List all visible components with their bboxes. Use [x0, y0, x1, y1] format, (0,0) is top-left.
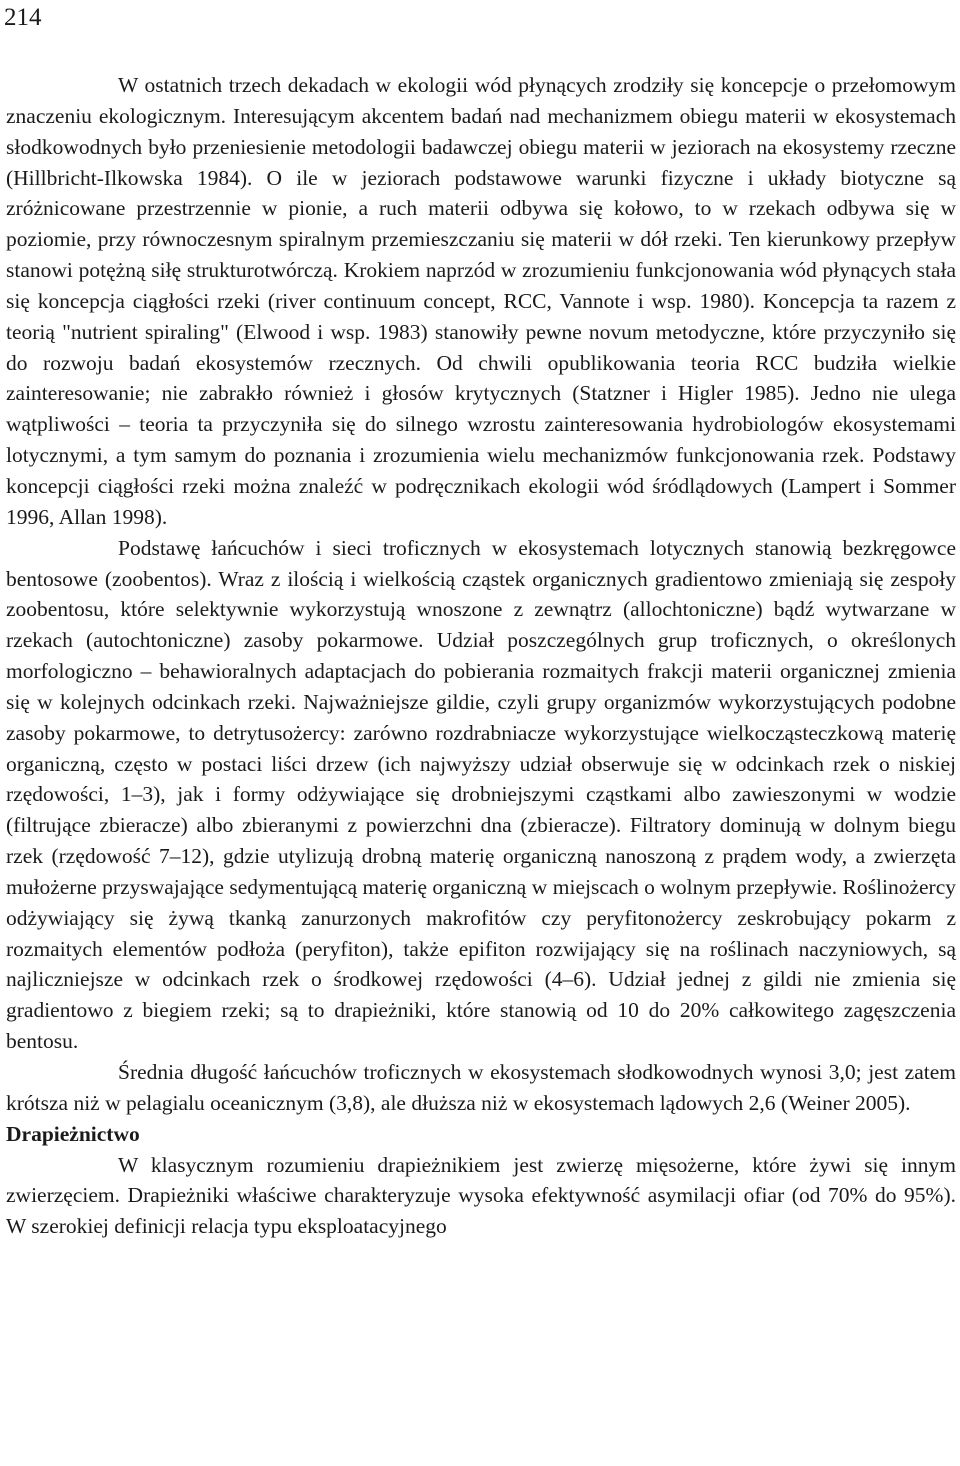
paragraph-predation: W klasycznym rozumieniu drapieżnikiem jest zwierzę mięsożerne, które żywi się innym zwierzęciem. Drapieżniki właściwe charakteryzuje wysoka efektywność asymilacji ofiar (od 70% do 95%). W szerokiej definicji relacja typu eksploatacyjnego: [6, 1152, 956, 1239]
section-heading: Drapieżnictwo: [6, 1121, 140, 1146]
page-number: 214: [4, 4, 42, 31]
paragraph-river-continuum: W ostatnich trzech dekadach w ekologii wód płynących zrodziły się koncepcje o przełomowym znaczeniu ekologicznym. Interesującym akcentem badań nad mechanizmem obiegu materii w ekosystemach słodkowodnych było przeniesienie metodologii badawczej obiegu materii w jeziorach na ekosystemy rzeczne (Hillbricht-Ilkowska 1984). O ile w jeziorach podstawowe warunki fizyczne i układy biotyczne są zróżnicowane przestrzennie w pionie, a ruch materii odbywa się kołowo, to w rzekach odbywa się w poziomie, przy równoczesnym spiralnym przemieszczaniu się materii w dół rzeki. Ten kierunkowy przepływ stanowi potężną siłę strukturotwórczą. Krokiem naprzód w zrozumieniu funkcjonowania wód płynących stała się koncepcja ciągłości rzeki (river continuum concept, RCC, Vannote i wsp. 1980). Koncepcja ta razem z teorią "nutrient spiraling" (Elwood i wsp. 1983) stanowiły pewne novum metodyczne, które przyczyniło się do rozwoju badań ekosystemów rzecznych. Od chwili opublikowania teoria RCC budziła wielkie zainteresowanie; nie zabrakło również i głosów krytycznych (Statzner i Higler 1985). Jedno nie ulega wątpliwości – teoria ta przyczyniła się do silnego wzrostu zainteresowania hydrobiologów ekosystemami lotycznymi, a tym samym do poznania i zrozumienia wielu mechanizmów funkcjonowania rzek. Podstawy koncepcji ciągłości rzeki można znaleźć w podręcznikach ekologii wód śródlądowych (Lampert i Sommer 1996, Allan 1998).: [6, 73, 956, 529]
paragraph-benthic-invertebrates: Podstawę łańcuchów i sieci troficznych w ekosystemach lotycznych stanowią bezkręgowce bentosowe (zoobentos). Wraz z ilością i wielkością cząstek organicznych gradientowo zmieniają się zespoły zoobentosu, które selektywnie wykorzystują wnoszone z zewnątrz (allochtoniczne) bądź wytwarzane w rzekach (autochtoniczne) zasoby pokarmowe. Udział poszczególnych grup troficznych, o określonych morfologiczno – behawioralnych adaptacjach do pobierania rozmaitych frakcji materii organicznej zmienia się w kolejnych odcinkach rzeki. Najważniejsze gildie, czyli grupy organizmów wykorzystujących podobne zasoby pokarmowe, to detrytusożercy: zarówno rozdrabniacze wykorzystujące wielkocząsteczkową materię organiczną, często w postaci liści drzew (ich najwyższy udział obserwuje się w odcinkach rzek o niskiej rzędowości, 1–3), jak i formy odżywiające się drobniejszymi cząstkami albo zawieszonymi w wodzie (filtrujące zbieracze) albo zbieranymi z powierzchni dna (zbieracze). Filtratory dominują w dolnym biegu rzek (rzędowość 7–12), gdzie utylizują drobną materię organiczną nanoszoną z prądem wody, a zwierzęta mułożerne przyswajające sedymentującą materię organiczną w miejscach o wolnym przepływie. Roślinożercy odżywiający się żywą tkanką zanurzonych makrofitów czy peryfitonożercy zeskrobujący pokarm z rozmaitych elementów podłoża (peryfiton), także epifiton rozwijający się na roślinach naczyniowych, są najliczniejsze w odcinkach rzek o środkowej rzędowości (4–6). Udział jednej z gildi nie zmienia się gradientowo z biegiem rzeki; są to drapieżniki, które stanowią od 10 do 20% całkowitego zagęszczenia bentosu.: [6, 535, 956, 1054]
paragraph-food-chain-length: Średnia długość łańcuchów troficznych w ekosystemach słodkowodnych wynosi 3,0; jest zatem krótsza niż w pelagialu oceanicznym (3,8), ale dłuższa niż w ekosystemach lądowych 2,6 (Weiner 2005).: [6, 1060, 956, 1115]
page-body: [6, 70, 956, 1242]
